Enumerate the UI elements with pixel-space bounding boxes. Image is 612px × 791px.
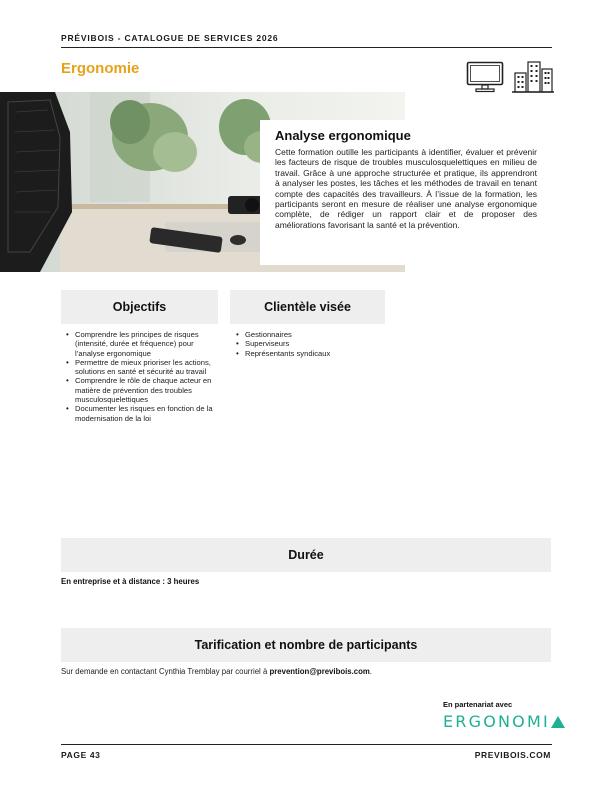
list-item: • Permettre de mieux prioriser les actions, solutions en santé et sécurité au travail xyxy=(64,358,224,377)
page-number: PAGE 43 xyxy=(61,750,101,760)
monitor-icon xyxy=(466,61,504,93)
list-item: • Représentants syndicaux xyxy=(234,349,384,358)
ergonomia-logo xyxy=(443,712,565,731)
card-description: Cette formation outille les participants à identifier, évaluer et prévenir les facteurs de risque de troubles musculosquelettiques en milieu de travail. Grâce à une approche structurée et pratique, ils apprendront à analyser les postes, les tâches et les méthodes de travail en tenant compte des capacités des travailleurs. À l’issue de la formation, les participants seront en mesure de réaliser une analyse ergonomique complète, de rédiger un rapport clair et de proposer des améliorations favorisant la santé et la prévention. xyxy=(275,147,537,230)
clientele-heading: Clientèle visée xyxy=(230,290,385,324)
analysis-description-card xyxy=(260,120,552,265)
list-item: • Superviseurs xyxy=(234,339,384,348)
objectifs-heading: Objectifs xyxy=(61,290,218,324)
footer-divider xyxy=(61,744,552,745)
tarification-heading: Tarification et nombre de participants xyxy=(61,628,551,662)
list-item: • Comprendre les principes de risques (intensité, durée et fréquence) pour l’analyse ergonomique xyxy=(64,330,224,358)
partner-label: En partenariat avec xyxy=(443,700,513,709)
website-link[interactable]: PREVIBOIS.COM xyxy=(474,750,551,760)
list-item: • Documenter les risques en fonction de la modernisation de la loi xyxy=(64,404,224,423)
partner-logo-text: ERGONOMI xyxy=(443,712,550,731)
list-item: • Comprendre le rôle de chaque acteur en matière de prévention des troubles musculosquelettiques xyxy=(64,376,224,404)
contact-email-link[interactable]: prevention@previbois.com xyxy=(269,667,370,676)
tarification-text xyxy=(61,667,372,676)
list-item: • Gestionnaires xyxy=(234,330,384,339)
card-title: Analyse ergonomique xyxy=(275,128,411,143)
triangle-icon xyxy=(551,716,565,728)
duree-text: En entreprise et à distance : 3 heures xyxy=(61,577,200,586)
catalog-header-title: PRÉVIBOIS - CATALOGUE DE SERVICES 2026 xyxy=(61,33,279,43)
duree-heading: Durée xyxy=(61,538,551,572)
buildings-icon xyxy=(512,59,554,94)
objectifs-list xyxy=(64,330,224,423)
tarification-suffix: . xyxy=(369,667,372,676)
tarification-prefix: Sur demande en contactant Cynthia Tremblay par courriel à xyxy=(61,667,270,676)
header-divider xyxy=(61,47,552,48)
clientele-list xyxy=(234,330,384,358)
section-title: Ergonomie xyxy=(61,60,140,77)
